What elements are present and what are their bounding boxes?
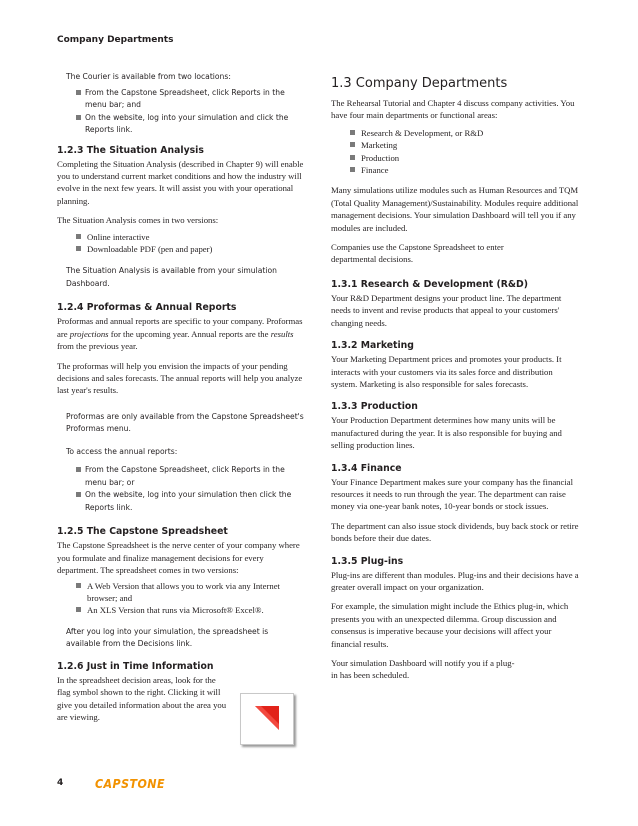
note-item: On the website, log into your simulation then click the Reports link. [66, 489, 304, 514]
versions-list [57, 231, 304, 256]
spreadsheet-note [57, 626, 304, 651]
section-heading-1-3-3: 1.3.3 Production [331, 401, 418, 413]
situation-analysis-note [57, 265, 304, 290]
note-item: From the Capstone Spreadsheet, click Reports in the menu bar; and [66, 87, 304, 112]
page-number: 4 [57, 778, 64, 788]
note-text: Proformas are only available from the Capstone Spreadsheet's Proformas menu. [66, 411, 304, 434]
note-item: On the website, log into your simulation and click the Reports link. [66, 112, 304, 137]
list-item: Online interactive [57, 231, 304, 243]
running-head: Company Departments [57, 35, 174, 45]
list-item: Finance [331, 164, 581, 176]
emphasis: results [270, 328, 294, 339]
paragraph: Many simulations utilize modules such as Human Resources and TQM (Total Quality Management)/Sustainability. Modules require additional management decisions. Your simulation Dashboard will tell you if any modules are included. [331, 185, 579, 233]
paragraph: Completing the Situation Analysis (described in Chapter 9) will enable you to understand current market conditions and how the industry will evolve in the next few years. It will assist you with your operational planning. [57, 158, 304, 206]
flag-icon [240, 693, 294, 745]
text-run: from the previous year. [57, 341, 138, 352]
note-item: From the Capstone Spreadsheet, click Reports in the menu bar; or [66, 464, 304, 489]
paragraph: The proformas will help you envision the impacts of your pending decisions and sales forecasts. The annual reports will help you analyze last year's results. [57, 360, 303, 396]
paragraph: Your simulation Dashboard will notify you if a plug-in has been scheduled. [331, 658, 515, 681]
emphasis: projections [69, 328, 109, 339]
section-heading-1-2-6: 1.2.6 Just in Time Information [57, 660, 214, 672]
note-intro: The Courier is available from two locations: [66, 72, 231, 81]
svg-text:CAPSTONE: CAPSTONE [95, 776, 165, 791]
capstone-logo [95, 775, 167, 796]
paragraph: Your R&D Department designs your product line. The department needs to invent and revise products that appeal to your customers' changing needs. [331, 292, 562, 328]
section-heading-1-2-4: 1.2.4 Proformas & Annual Reports [57, 302, 237, 314]
paragraph: Your Finance Department makes sure your company has the financial resources it needs to run through the year. The department can raise money via one-year bank notes, 10-year bonds or stock issues. [331, 476, 574, 512]
list-item: Research & Development, or R&D [331, 127, 581, 139]
list-item: Downloadable PDF (pen and paper) [57, 243, 304, 255]
section-heading-1-3-4: 1.3.4 Finance [331, 462, 402, 474]
proformas-note [57, 411, 304, 436]
right-column [331, 76, 581, 682]
text-run: Proformas and annual reports are specific to your company. Proformas are [57, 316, 303, 339]
note-list [66, 87, 304, 137]
section-heading-1-2-5: 1.2.5 The Capstone Spreadsheet [57, 526, 228, 538]
list-item: Marketing [331, 139, 581, 151]
paragraph: The Capstone Spreadsheet is the nerve center of your company where you formulate and finalize management decisions for every department. The spreadsheet comes in two versions: [57, 540, 300, 576]
list-item: Production [331, 152, 581, 164]
paragraph: The department can also issue stock dividends, buy back stock or retire bonds before their due dates. [331, 520, 579, 544]
paragraph: The Rehearsal Tutorial and Chapter 4 discuss company activities. You have four main departments or functional areas: [331, 98, 575, 121]
paragraph: Your Production Department determines how many units will be manufactured during the year. It is also responsible for buying and selling production lines. [331, 415, 562, 451]
paragraph: Your Marketing Department prices and promotes your products. It interacts with your customers via its sales force and distribution system. Marketing is also responsible for sales forecasts. [331, 354, 562, 389]
paragraph: Plug-ins are different than modules. Plug-ins and their decisions have a greater overall impact on your organization. [331, 569, 579, 592]
section-heading-1-2-3: 1.2.3 The Situation Analysis [57, 144, 204, 156]
section-heading-1-3: 1.3 Company Departments [331, 76, 508, 91]
list-item: An XLS Version that runs via Microsoft® Excel®. [57, 604, 304, 616]
paragraph [57, 315, 304, 352]
versions-list [57, 580, 304, 617]
list-item: A Web Version that allows you to work via any Internet browser; and [57, 580, 304, 605]
paragraph: In the spreadsheet decision areas, look for the flag symbol shown to the right. Clicking it will give you detailed information about the area you are viewing. [57, 674, 227, 722]
note-intro: To access the annual reports: [66, 446, 178, 456]
section-heading-1-3-2: 1.3.2 Marketing [331, 340, 414, 352]
note-list [66, 464, 304, 514]
paragraph: Companies use the Capstone Spreadsheet to enter departmental decisions. [331, 242, 504, 265]
paragraph: The Situation Analysis comes in two versions: [57, 215, 219, 226]
courier-note [57, 71, 304, 137]
departments-list [331, 127, 581, 177]
note-text: After you log into your simulation, the spreadsheet is available from the Decisions link. [66, 626, 269, 649]
section-heading-1-3-1: 1.3.1 Research & Development (R&D) [331, 278, 528, 290]
text-run: for the upcoming year. Annual reports are the [108, 328, 271, 339]
annual-reports-note [57, 446, 304, 515]
section-heading-1-3-5: 1.3.5 Plug-ins [331, 555, 404, 567]
note-text: The Situation Analysis is available from your simulation Dashboard. [66, 266, 277, 288]
paragraph: For example, the simulation might include the Ethics plug-in, which presents you with an unexpected dilemma. Group discussion and consensus is imperative because your decisions will affect your financial results. [331, 601, 569, 649]
left-column [57, 68, 304, 723]
